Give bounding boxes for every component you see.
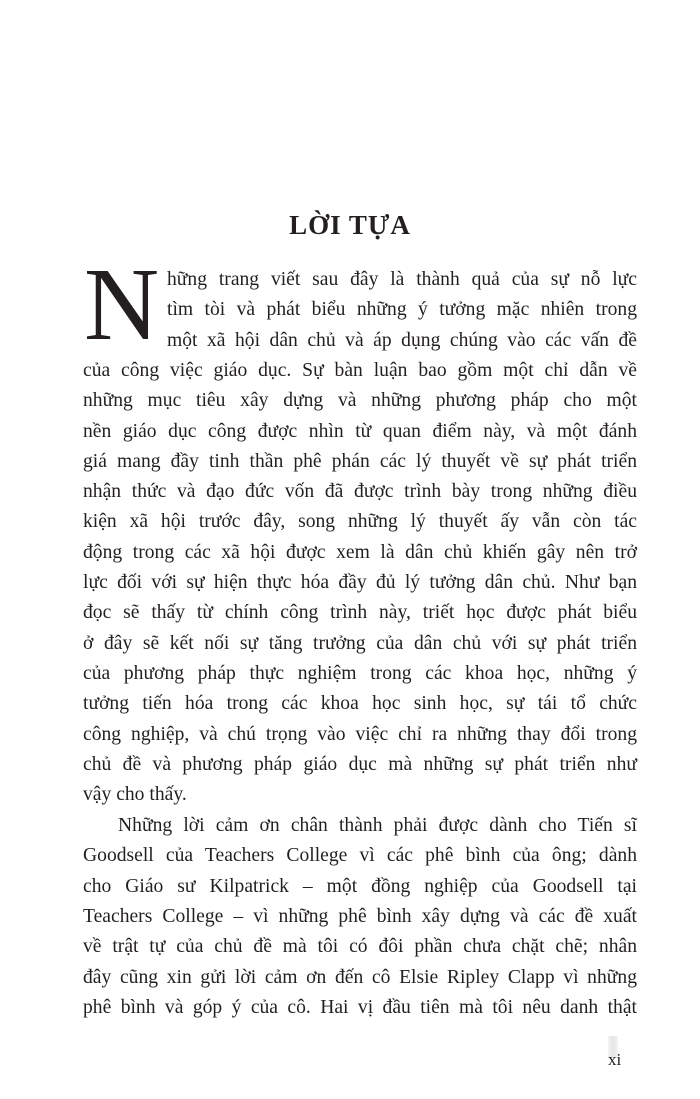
text-line: kiện xã hội trước đây, song những lý thuyết ấy vẫn còn tác — [83, 511, 637, 533]
text-line: Teachers College – vì những phê bình xây dựng và các đề xuất — [83, 905, 637, 927]
text-line: nhận thức và đạo đức vốn đã được trình bày trong những điều — [83, 481, 637, 503]
text-line: nền giáo dục công được nhìn từ quan điểm này, và một đánh — [83, 420, 637, 442]
text-line: hững trang viết sau đây là thành quả của sự nỗ lực — [167, 269, 637, 290]
text-line: ở đây sẽ kết nối sự tăng trưởng của dân chủ với sự phát triển — [83, 632, 637, 654]
text-line: lực đối với sự hiện thực hóa đầy đủ lý tưởng dân chủ. Như bạn — [83, 572, 637, 593]
text-line: tưởng tiến hóa trong các khoa học sinh học, sự tái tổ chức — [83, 693, 637, 715]
page-number: xi — [608, 1050, 622, 1069]
text-line: của phương pháp thực nghiệm trong các khoa học, những ý — [83, 662, 637, 684]
text-line: một xã hội dân chủ và áp dụng chúng vào các vấn đề — [167, 329, 637, 351]
text-line: của công việc giáo dục. Sự bàn luận bao gồm một chỉ dẫn về — [83, 359, 637, 381]
drop-cap: N — [84, 247, 160, 362]
text-line: vậy cho thấy. — [83, 784, 187, 806]
text-line: động trong các xã hội được xem là dân chủ khiến gây nên trở — [83, 541, 637, 563]
text-line: những mục tiêu xây dựng và những phương pháp cho một — [83, 390, 637, 412]
text-line: cho Giáo sư Kilpatrick – một đồng nghiệp của Goodsell tại — [83, 875, 637, 897]
text-line: Những lời cảm ơn chân thành phải được dành cho Tiến sĩ — [118, 815, 637, 836]
text-line: Goodsell của Teachers College vì các phê bình của ông; dành — [83, 845, 637, 867]
text-line: chủ đề và phương pháp giáo dục mà những sự phát triển như — [83, 753, 637, 775]
text-line: về trật tự của chủ đề mà tôi có đôi phần chưa chặt chẽ; nhân — [83, 936, 637, 958]
text-line: đọc sẽ thấy từ chính công trình này, triết học được phát biểu — [83, 602, 637, 624]
text-line: giá mang đầy tinh thần phê phán các lý thuyết về sự phát triển — [83, 450, 637, 472]
text-line: tìm tòi và phát biểu những ý tưởng mặc nhiên trong — [167, 299, 637, 321]
chapter-title: LỜI TỰA — [289, 210, 411, 240]
text-line: công nghiệp, và chú trọng vào việc chỉ ra những thay đổi trong — [83, 723, 637, 745]
text-line: đây cũng xin gửi lời cảm ơn đến cô Elsie Ripley Clapp vì những — [83, 966, 637, 988]
text-line: phê bình và góp ý của cô. Hai vị đầu tiên mà tôi nêu danh thật — [83, 996, 637, 1018]
